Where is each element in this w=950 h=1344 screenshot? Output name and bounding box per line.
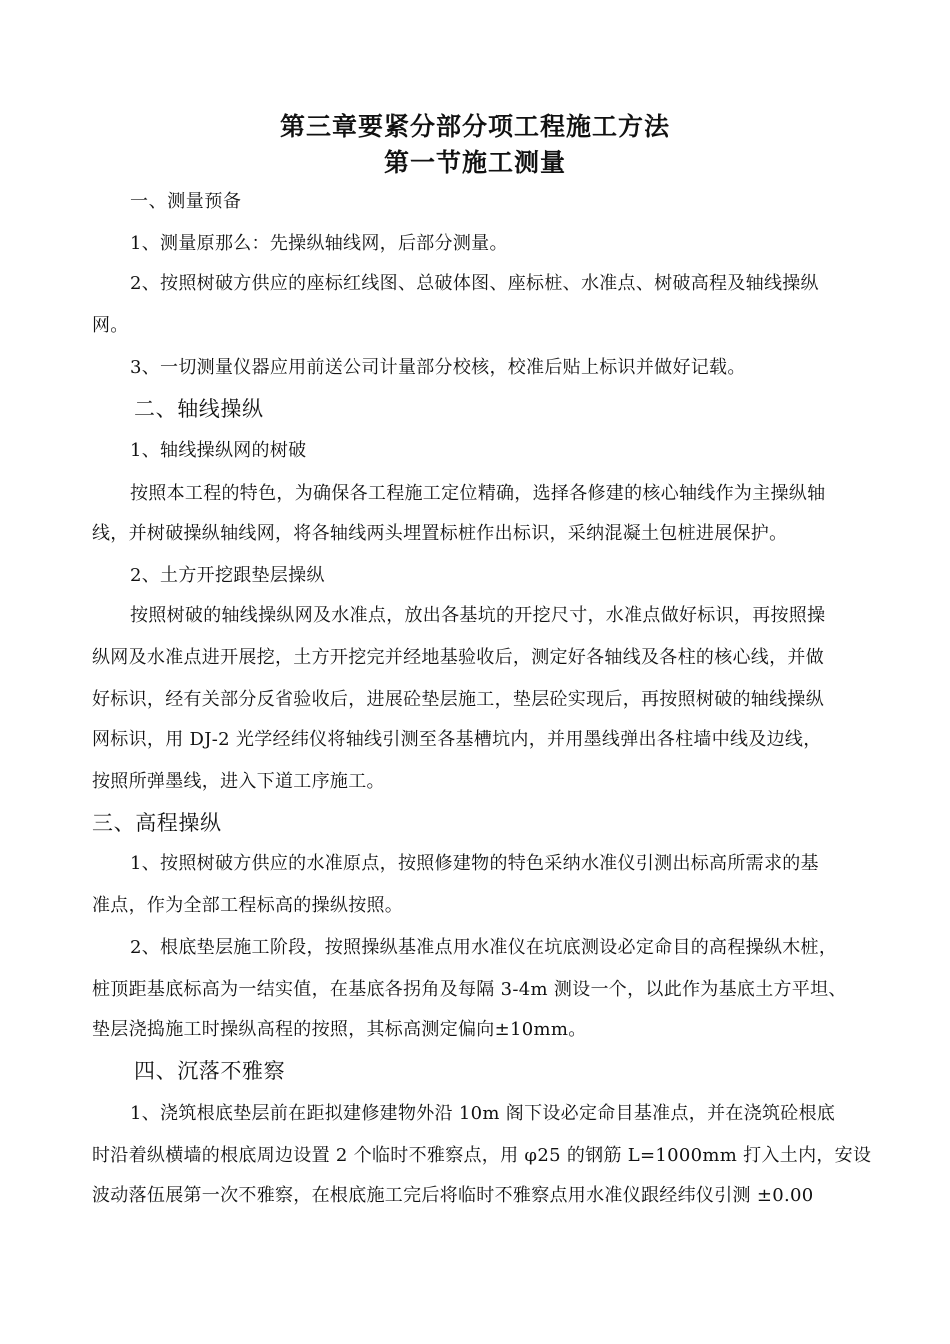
paragraph-line: 1、按照树破方供应的水准原点，按照修建物的特色采纳水准仪引测出标高所需求的基 <box>130 853 819 874</box>
subheading-line: 1、轴线操纵网的树破 <box>130 440 307 461</box>
heading-survey-preparation: 一、测量预备 <box>130 191 242 212</box>
paragraph-line: 纵网及水准点进开展挖，土方开挖完并经地基验收后，测定好各轴线及各柱的核心线，并做 <box>92 647 824 668</box>
paragraph-line: 网。 <box>92 315 129 336</box>
paragraph-line: 按照本工程的特色，为确保各工程施工定位精确，选择各修建的核心轴线作为主操纵轴 <box>130 483 826 504</box>
paragraph-line: 线，并树破操纵轴线网，将各轴线两头埋置标桩作出标识，采纳混凝土包桩进展保护。 <box>92 523 788 544</box>
paragraph-line: 按照树破的轴线操纵网及水准点，放出各基坑的开挖尺寸，水准点做好标识，再按照操 <box>130 605 826 626</box>
paragraph-line: 1、测量原那么：先操纵轴线网，后部分测量。 <box>130 233 508 254</box>
paragraph-line: 垫层浇捣施工时操纵高程的按照，其标高测定偏向±10mm。 <box>92 1019 587 1040</box>
paragraph-line: 波动落伍展第一次不雅察，在根底施工完后将临时不雅察点用水准仪跟经纬仪引测 ±0.00 <box>92 1185 814 1206</box>
paragraph-line: 时沿着纵横墙的根底周边设置 2 个临时不雅察点，用 φ25 的钢筋 L=1000mm 打入土内，安设 <box>92 1145 872 1166</box>
paragraph-line: 2、按照树破方供应的座标红线图、总破体图、座标桩、水准点、树破高程及轴线操纵 <box>130 273 819 294</box>
paragraph-line: 准点，作为全部工程标高的操纵按照。 <box>92 895 404 916</box>
section-title: 第一节施工测量 <box>383 148 566 177</box>
paragraph-line: 按照所弹墨线，进入下道工序施工。 <box>92 771 385 792</box>
paragraph-line: 好标识，经有关部分反省验收后，进展砼垫层施工，垫层砼实现后，再按照树破的轴线操纵 <box>92 689 824 710</box>
paragraph-line: 3、一切测量仪器应用前送公司计量部分校核，校准后贴上标识并做好记载。 <box>130 357 746 378</box>
heading-elevation-control: 三、高程操纵 <box>92 811 222 835</box>
chapter-title: 第三章要紧分部分项工程施工方法 <box>279 112 670 141</box>
subheading-line: 2、土方开挖跟垫层操纵 <box>130 565 325 586</box>
heading-axis-control: 二、轴线操纵 <box>134 397 264 421</box>
paragraph-line: 桩顶距基底标高为一结实值，在基底各拐角及每隔 3-4m 测设一个，以此作为基底土方平坦、 <box>92 979 847 1000</box>
heading-settlement-observation: 四、沉落不雅察 <box>134 1059 286 1083</box>
paragraph-line: 网标识，用 DJ-2 光学经纬仪将轴线引测至各基槽坑内，并用墨线弹出各柱墙中线及边线， <box>92 729 822 750</box>
paragraph-line: 2、根底垫层施工阶段，按照操纵基准点用水准仪在坑底测设必定命目的高程操纵木桩， <box>130 937 838 958</box>
paragraph-line: 1、浇筑根底垫层前在距拟建修建物外沿 10m 阁下设必定命目基准点，并在浇筑砼根底 <box>130 1103 836 1124</box>
